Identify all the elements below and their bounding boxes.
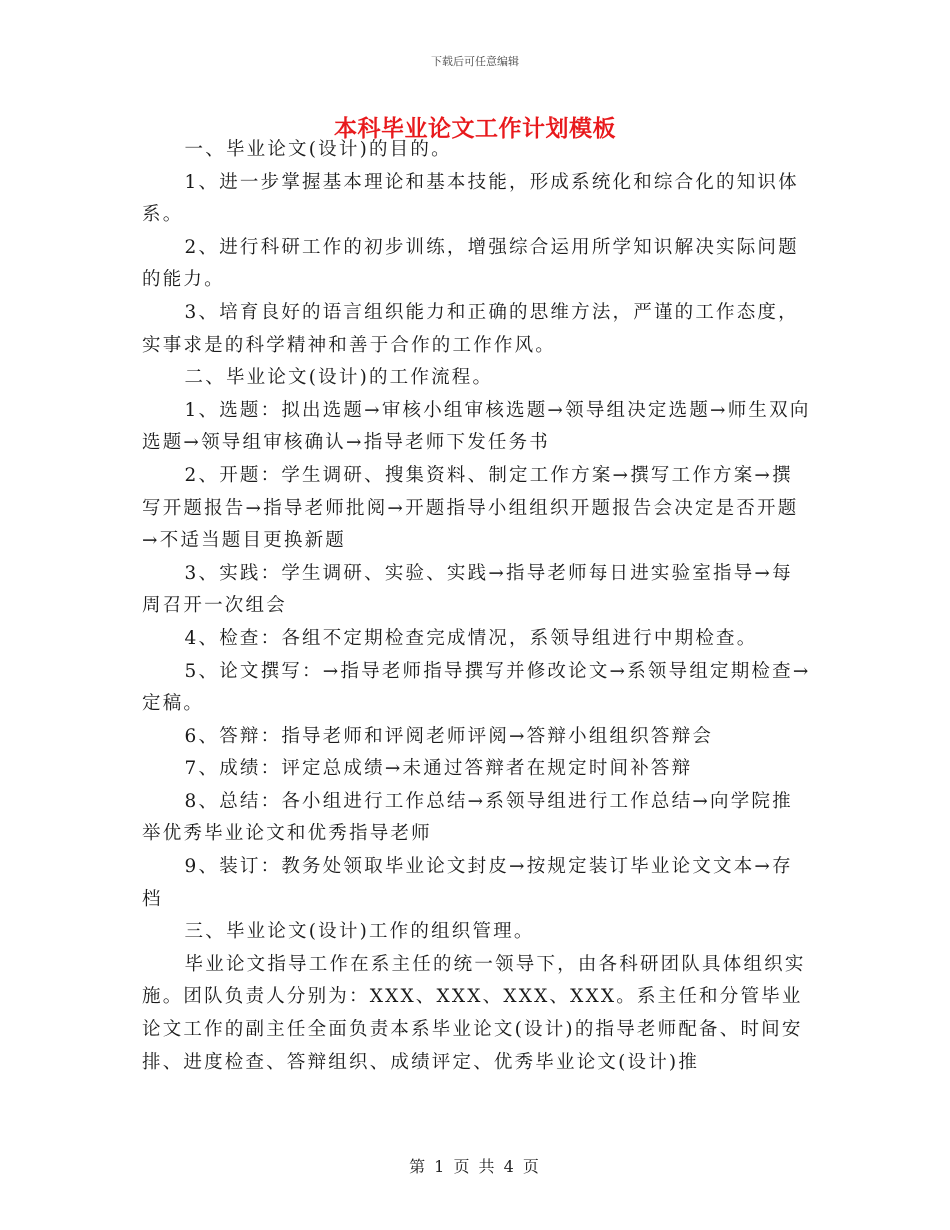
paragraph: 8、总结：各小组进行工作总结→系领导组进行工作总结→向学院推举优秀毕业论文和优秀指导老师 (142, 790, 793, 845)
paragraph: 7、成绩：评定总成绩→未通过答辩者在规定时间补答辩 (184, 758, 693, 780)
paragraph: 2、进行科研工作的初步训练，增强综合运用所学知识解决实际问题的能力。 (142, 236, 799, 291)
paragraph: 2、开题：学生调研、搜集资料、制定工作方案→撰写工作方案→撰写开题报告→指导老师批阅→开题指导小组组织开题报告会决定是否开题→不适当题目更换新题 (142, 464, 799, 552)
paragraph: 1、选题：拟出选题→审核小组审核选题→领导组决定选题→师生双向选题→领导组审核确认→指导老师下发任务书 (142, 399, 811, 454)
page-number-footer: 第 1 页 共 4 页 (409, 1157, 541, 1176)
paragraph: 1、进一步掌握基本理论和基本技能，形成系统化和综合化的知识体系。 (142, 171, 799, 226)
paragraph: 3、培育良好的语言组织能力和正确的思维方法，严谨的工作态度，实事求是的科学精神和善于合作的工作作风。 (142, 301, 799, 356)
document-body (142, 134, 812, 1079)
paragraph: 4、检查：各组不定期检查完成情况，系领导组进行中期检查。 (184, 627, 758, 649)
document-title: 本科毕业论文工作计划模板 (334, 115, 616, 142)
page-header-note: 下载后可任意编辑 (431, 55, 519, 68)
section-heading-workflow: 二、毕业论文(设计)的工作流程。 (184, 367, 494, 389)
paragraph: 3、实践：学生调研、实验、实践→指导老师每日进实验室指导→每周召开一次组会 (142, 562, 793, 617)
paragraph: 5、论文撰写：→指导老师指导撰写并修改论文→系领导组定期检查→定稿。 (142, 660, 811, 715)
section-heading-purpose: 一、毕业论文(设计)的目的。 (184, 139, 452, 160)
section-heading-management: 三、毕业论文(设计)工作的组织管理。 (184, 921, 535, 943)
paragraph: 9、装订：教务处领取毕业论文封皮→按规定装订毕业论文文本→存档 (142, 856, 793, 910)
paragraph: 毕业论文指导工作在系主任的统一领导下，由各科研团队具体组织实施。团队负责人分别为：XXX、XXX、XXX、XXX。系主任和分管毕业论文工作的副主任全面负责本系毕业论文(设计)的指导老师配备、时间安排、进度检查、答辩组织、成绩评定、优秀毕业论文(设计)推 (142, 953, 806, 1073)
paragraph: 6、答辩：指导老师和评阅老师评阅→答辩小组组织答辩会 (184, 725, 714, 747)
